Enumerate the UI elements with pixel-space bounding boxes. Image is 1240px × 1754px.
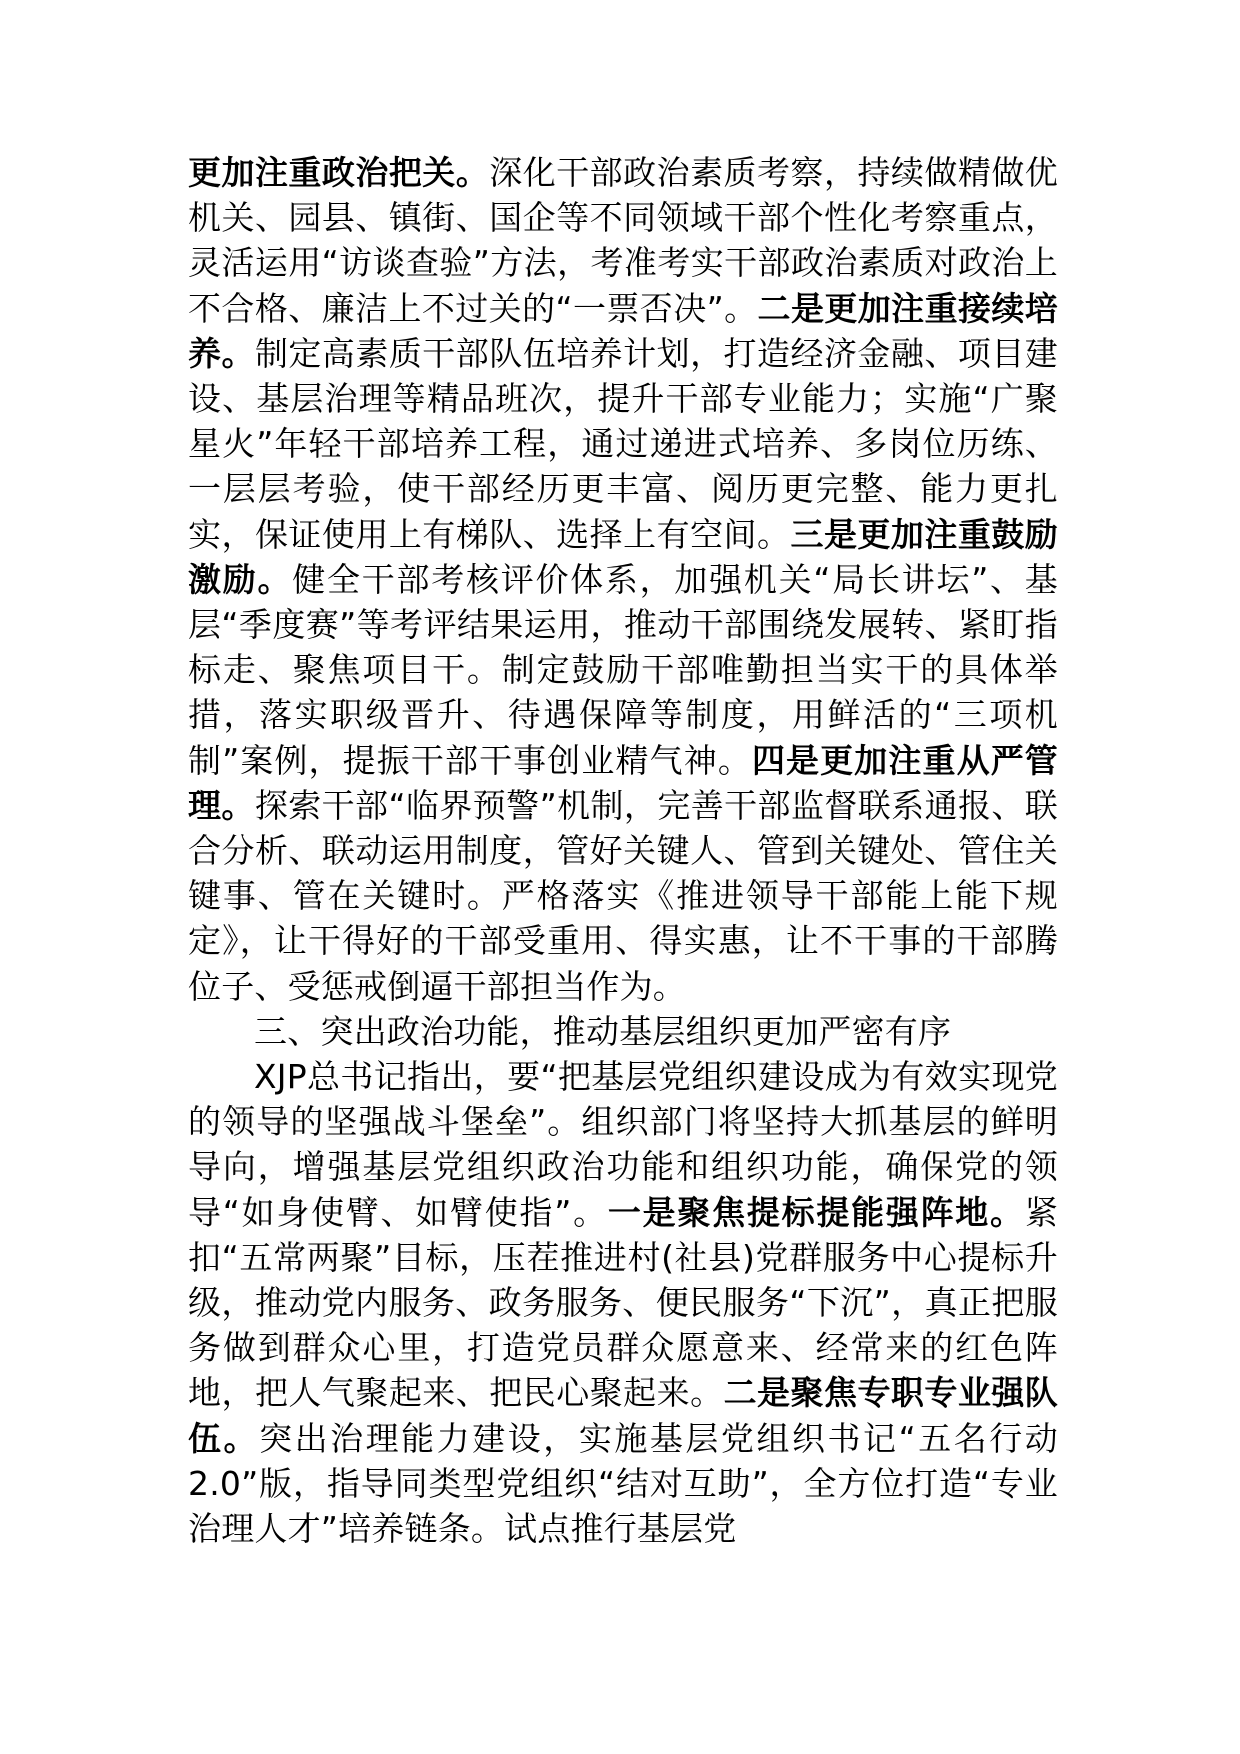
bold-lead-text: 二是更加注重接续培养。 [188,288,1058,373]
paragraph-text: XJP总书记指出，要“把基层党组织建设成为有效实现党的领导的坚强战斗堡垒”。组织部门将坚持大抓基层的鲜明导向，增强基层党组织政治功能和组织功能，确保党的领导“如身使臂、如臂使指”。 [188,1057,1058,1232]
document-page [188,150,1058,1551]
bold-lead-text: 一是聚焦提标提能强阵地。 [607,1192,1025,1232]
paragraph-text: 探索干部“临界预警”机制，完善干部监督联系通报、联合分析、联动运用制度，管好关键人、管到关键处、管住关键事、管在关键时。严格落实《推进领导干部能上能下规定》，让干得好的干部受重用、得实惠，让不干事的干部腾位子、受惩戒倒逼干部担当作为。 [188,785,1058,1006]
paragraph-text: 深化干部政治素质考察，持续做精做优机关、园县、镇街、国企等不同领域干部个性化考察重点，灵活运用“访谈查验”方法，考准考实干部政治素质对政治上不合格、廉洁上不过关的“一票否决”。 [188,153,1058,328]
paragraph-text: 健全干部考核评价体系，加强机关“局长讲坛”、基层“季度赛”等考评结果运用，推动干部围绕发展转、紧盯指标走、聚焦项目干。制定鼓励干部唯勤担当实干的具体举措，落实职级晋升、待遇保障等制度，用鲜活的“三项机制”案例，提振干部干事创业精气神。 [188,559,1058,780]
paragraph-text: 制定高素质干部队伍培养计划，打造经济金融、项目建设、基层治理等精品班次，提升干部专业能力；实施“广聚星火”年轻干部培养工程，通过递进式培养、多岗位历练、一层层考验，使干部经历更丰富、阅历更完整、能力更扎实，保证使用上有梯队、选择上有空间。 [188,333,1058,554]
bold-lead-text: 更加注重政治把关。 [188,153,490,192]
body-paragraph [188,1054,1058,1551]
paragraph-text: 突出治理能力建设，实施基层党组织书记“五名行动2.0”版，指导同类型党组织“结对互助”，全方位打造“专业治理人才”培养链条。试点推行基层党 [188,1418,1058,1549]
body-paragraph [188,150,1058,1009]
bold-lead-text: 二是聚焦专职专业强队伍。 [188,1373,1059,1458]
section-heading: 三、突出政治功能，推动基层组织更加严密有序 [254,1011,952,1051]
paragraph-text: 紧扣“五常两聚”目标，压茬推进村(社县)党群服务中心提标升级，推动党内服务、政务服务、便民服务“下沉”，真正把服务做到群众心里，打造党员群众愿意来、经常来的红色阵地，把人气聚起来、把民心聚起来。 [188,1192,1059,1413]
bold-lead-text: 四是更加注重从严管理。 [188,740,1058,825]
bold-lead-text: 三是更加注重鼓励激励。 [188,514,1058,599]
